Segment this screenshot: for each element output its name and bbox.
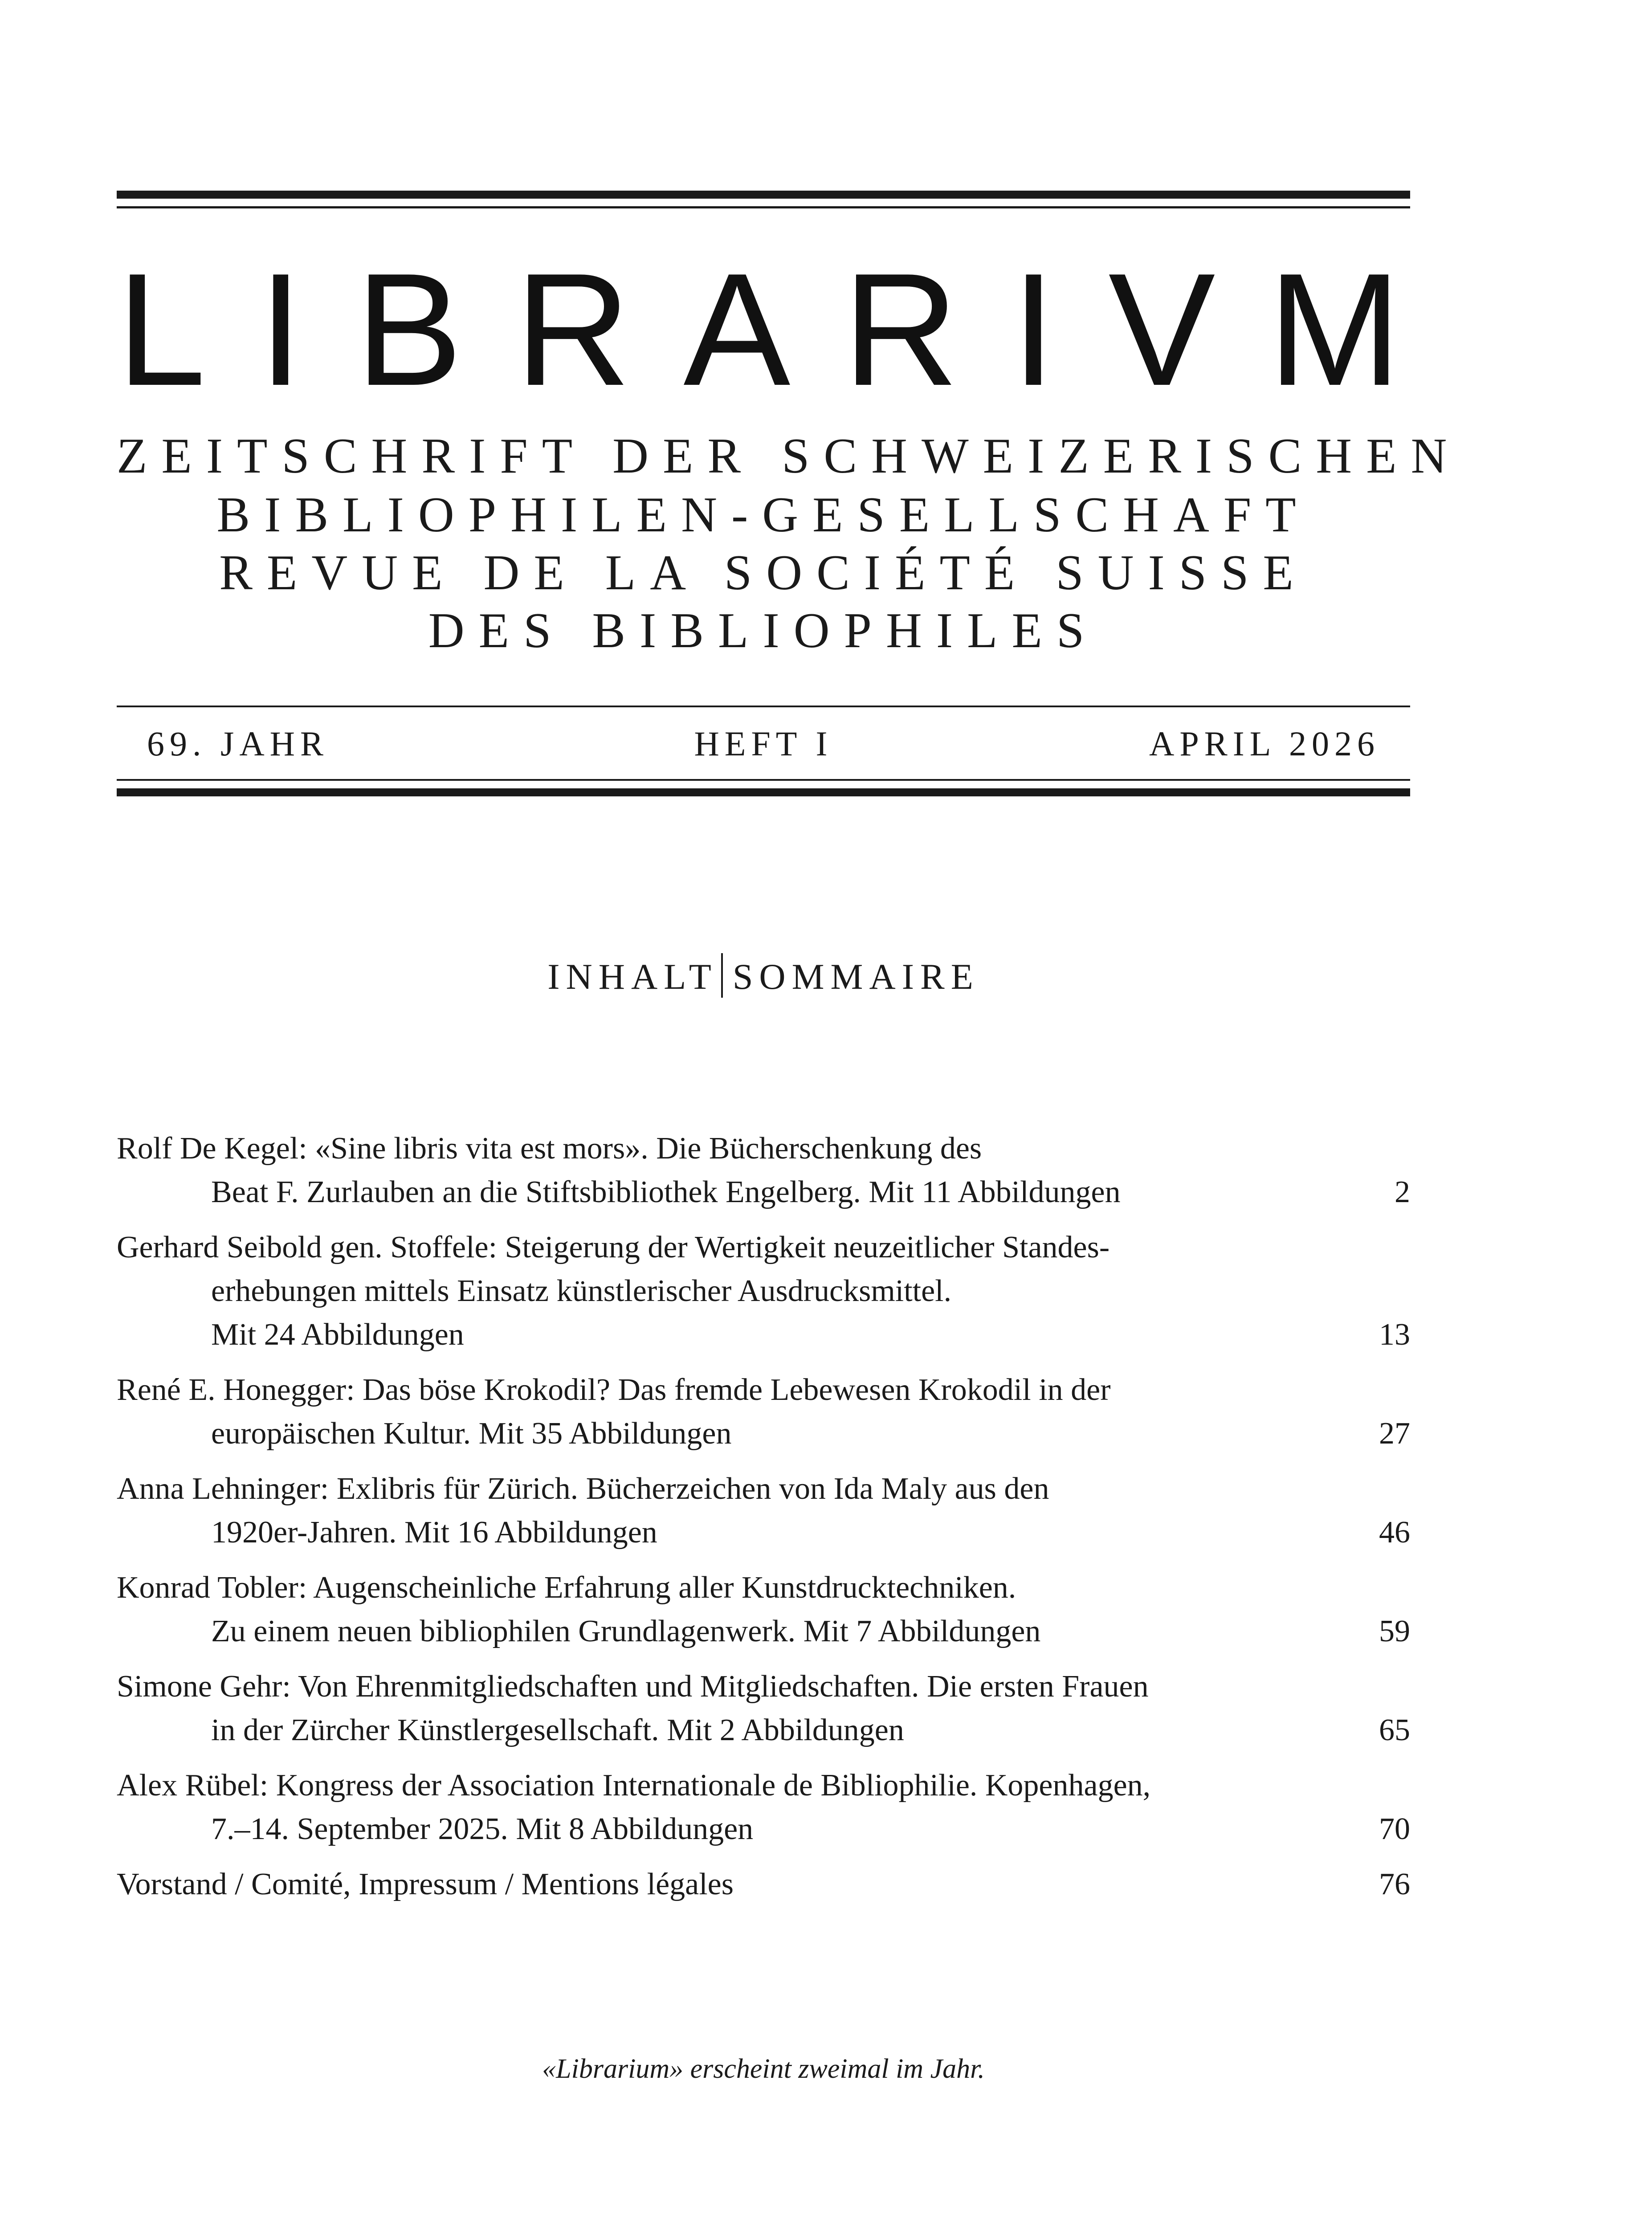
contents-heading-de: INHALT <box>547 956 718 997</box>
subtitle-line-2: BIBLIOPHILEN-GESELLSCHAFT <box>216 487 1310 542</box>
issue-date: APRIL 2026 <box>1149 724 1380 763</box>
toc-entry <box>117 1127 1410 1214</box>
subtitle-line-4: DES BIBLIOPHILES <box>428 603 1099 658</box>
toc-entry <box>117 1863 1410 1906</box>
contents-heading-fr: SOMMAIRE <box>732 956 979 997</box>
toc-entry-line: Anna Lehninger: Exlibris für Zürich. Bücherzeichen von Ida Maly aus den <box>117 1472 1049 1506</box>
toc-entry-line: Mit 24 Abbildungen <box>211 1317 464 1352</box>
toc-entry-line: Zu einem neuen bibliophilen Grundlagenwerk. Mit 7 Abbildungen <box>211 1614 1041 1648</box>
issue-top-rule <box>117 706 1410 707</box>
heading-separator <box>721 953 723 998</box>
toc-entry-line: erhebungen mittels Einsatz künstlerischer Ausdrucksmittel. <box>211 1274 952 1308</box>
toc-page-number: 46 <box>1379 1515 1410 1550</box>
toc-page-number: 65 <box>1379 1713 1410 1747</box>
top-thick-rule <box>117 191 1410 199</box>
toc-entry <box>117 1665 1410 1752</box>
toc-page-number: 59 <box>1379 1614 1410 1648</box>
toc-page-number: 2 <box>1395 1175 1410 1209</box>
publication-frequency-note: «Librarium» erscheint zweimal im Jahr. <box>542 2054 985 2084</box>
toc-page-number: 27 <box>1379 1416 1410 1451</box>
toc-entry-line: Simone Gehr: Von Ehrenmitgliedschaften und Mitgliedschaften. Die ersten Frauen <box>117 1669 1149 1704</box>
issue-year: 69. JAHR <box>147 724 329 763</box>
toc-entry-line: Beat F. Zurlauben an die Stiftsbibliothek Engelberg. Mit 11 Abbildungen <box>211 1175 1121 1209</box>
toc-entry <box>117 1226 1410 1357</box>
journal-title: LIBRARIVM <box>117 240 1454 419</box>
toc-entry <box>117 1764 1410 1851</box>
top-thin-rule <box>117 206 1410 208</box>
toc-entry <box>117 1368 1410 1456</box>
contents-heading <box>117 953 1410 998</box>
toc-entry <box>117 1467 1410 1554</box>
issue-bottom-thin-rule <box>117 779 1410 781</box>
subtitle-line-1: ZEITSCHRIFT DER SCHWEIZERISCHEN <box>117 428 1461 484</box>
toc-entry-line: Rolf De Kegel: «Sine libris vita est mors». Die Bücherschenkung des <box>117 1131 982 1166</box>
toc-page-number: 76 <box>1379 1867 1410 1901</box>
toc-entry-line: in der Zürcher Künstlergesellschaft. Mit 2 Abbildungen <box>211 1713 904 1747</box>
toc-page-number: 13 <box>1379 1317 1410 1352</box>
toc-entry-line: Vorstand / Comité, Impressum / Mentions légales <box>117 1867 734 1901</box>
toc-entry-line: Konrad Tobler: Augenscheinliche Erfahrung aller Kunstdrucktechniken. <box>117 1570 1016 1605</box>
issue-number: HEFT I <box>694 724 833 763</box>
toc-entry-line: René E. Honegger: Das böse Krokodil? Das fremde Lebewesen Krokodil in der <box>117 1373 1111 1407</box>
toc-entry-line: Gerhard Seibold gen. Stoffele: Steigerung der Wertigkeit neuzeitlicher Standes- <box>117 1230 1110 1264</box>
subtitle-line-3: REVUE DE LA SOCIÉTÉ SUISSE <box>219 545 1308 600</box>
table-of-contents <box>117 1127 1410 1918</box>
toc-entry-line: 7.–14. September 2025. Mit 8 Abbildungen <box>211 1812 754 1846</box>
issue-bottom-thick-rule <box>117 788 1410 796</box>
issue-info <box>117 724 1410 768</box>
toc-entry-line: europäischen Kultur. Mit 35 Abbildungen <box>211 1416 732 1451</box>
toc-entry-line: 1920er-Jahren. Mit 16 Abbildungen <box>211 1515 657 1550</box>
toc-entry-line: Alex Rübel: Kongress der Association Internationale de Bibliophilie. Kopenhagen, <box>117 1768 1151 1803</box>
toc-page-number: 70 <box>1379 1812 1410 1846</box>
toc-entry <box>117 1566 1410 1653</box>
